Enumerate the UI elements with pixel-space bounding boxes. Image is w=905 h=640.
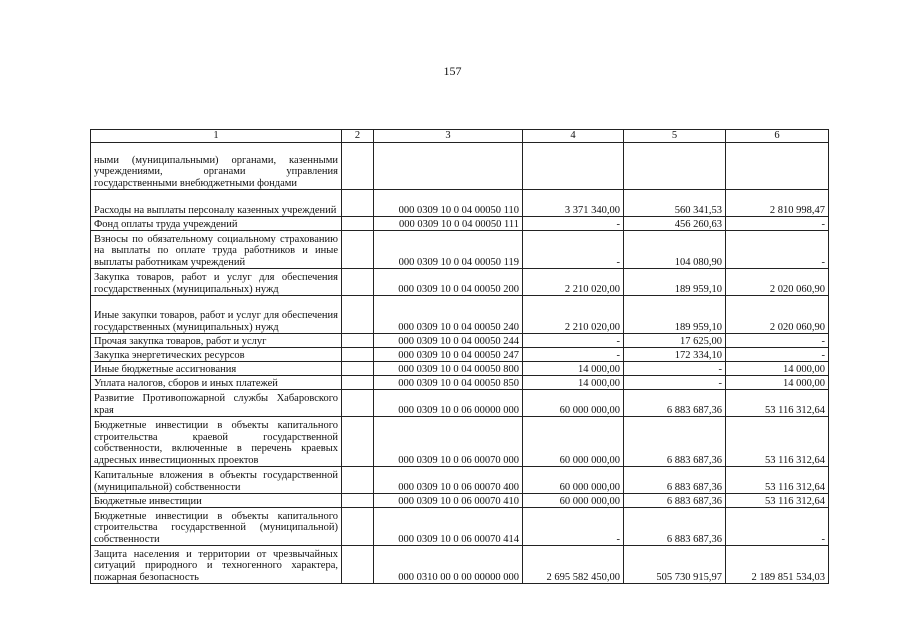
row-value-unexecuted: 53 116 312,64 (726, 467, 829, 494)
row-value-approved: - (523, 217, 624, 231)
row-value-approved: 2 695 582 450,00 (523, 546, 624, 584)
row-name: Бюджетные инвестиции в объекты капитального строительства государственной (муниципальной) собственности (91, 508, 342, 546)
budget-table (90, 129, 829, 584)
row-value-unexecuted: 2 810 998,47 (726, 190, 829, 217)
row-value-approved: 3 371 340,00 (523, 190, 624, 217)
row-name: Бюджетные инвестиции в объекты капитального строительства краевой государственной собственности, включенные в перечень краевых адресных инвестиционных проектов (91, 417, 342, 467)
row-name: Взносы по обязательному социальному страхованию на выплаты по оплате труда работников и иные выплаты работникам учреждений (91, 231, 342, 269)
table-row (91, 217, 829, 231)
row-code: 000 0309 10 0 06 00070 000 (374, 417, 523, 467)
table-row (91, 190, 829, 217)
table-row (91, 376, 829, 390)
row-col2 (342, 390, 374, 417)
row-name: Бюджетные инвестиции (91, 494, 342, 508)
row-code: 000 0309 10 0 04 00050 119 (374, 231, 523, 269)
row-value-unexecuted: 2 020 060,90 (726, 269, 829, 296)
row-value-executed: - (624, 362, 726, 376)
row-col2 (342, 376, 374, 390)
row-value-unexecuted: 2 189 851 534,03 (726, 546, 829, 584)
row-col2 (342, 190, 374, 217)
table-row (91, 362, 829, 376)
row-code: 000 0309 10 0 06 00070 400 (374, 467, 523, 494)
column-header: 4 (523, 130, 624, 143)
row-value-executed: 456 260,63 (624, 217, 726, 231)
row-value-approved: 60 000 000,00 (523, 417, 624, 467)
row-value-unexecuted: - (726, 348, 829, 362)
row-value-approved: - (523, 334, 624, 348)
row-col2 (342, 217, 374, 231)
row-value-executed: 6 883 687,36 (624, 494, 726, 508)
row-value-executed: 560 341,53 (624, 190, 726, 217)
row-code: 000 0309 10 0 04 00050 247 (374, 348, 523, 362)
table-row (91, 296, 829, 334)
row-name: Расходы на выплаты персоналу казенных учреждений (91, 190, 342, 217)
row-code (374, 143, 523, 190)
row-value-unexecuted (726, 143, 829, 190)
row-code: 000 0309 10 0 06 00000 000 (374, 390, 523, 417)
row-value-executed: 189 959,10 (624, 269, 726, 296)
row-name: Защита населения и территории от чрезвычайных ситуаций природного и техногенного характера, пожарная безопасность (91, 546, 342, 584)
row-value-unexecuted: 14 000,00 (726, 376, 829, 390)
row-value-approved: 60 000 000,00 (523, 390, 624, 417)
row-col2 (342, 143, 374, 190)
table-row (91, 143, 829, 190)
column-header: 6 (726, 130, 829, 143)
row-col2 (342, 269, 374, 296)
row-value-executed: 6 883 687,36 (624, 467, 726, 494)
row-name: Иные закупки товаров, работ и услуг для обеспечения государственных (муниципальных) нужд (91, 296, 342, 334)
row-value-unexecuted: 14 000,00 (726, 362, 829, 376)
row-code: 000 0309 10 0 04 00050 111 (374, 217, 523, 231)
row-value-executed: 189 959,10 (624, 296, 726, 334)
row-value-executed: 6 883 687,36 (624, 508, 726, 546)
table-row (91, 417, 829, 467)
table-row (91, 334, 829, 348)
row-col2 (342, 348, 374, 362)
row-col2 (342, 417, 374, 467)
row-code: 000 0309 10 0 04 00050 244 (374, 334, 523, 348)
table-row (91, 546, 829, 584)
row-code: 000 0309 10 0 04 00050 800 (374, 362, 523, 376)
table-row (91, 467, 829, 494)
row-value-executed: 172 334,10 (624, 348, 726, 362)
row-value-unexecuted: - (726, 231, 829, 269)
row-value-executed (624, 143, 726, 190)
row-code: 000 0309 10 0 04 00050 850 (374, 376, 523, 390)
header-row (91, 130, 829, 143)
row-value-approved: - (523, 231, 624, 269)
row-value-unexecuted: 53 116 312,64 (726, 494, 829, 508)
row-code: 000 0309 10 0 04 00050 110 (374, 190, 523, 217)
column-header: 3 (374, 130, 523, 143)
row-value-unexecuted: 53 116 312,64 (726, 390, 829, 417)
table-row (91, 269, 829, 296)
row-value-unexecuted: - (726, 217, 829, 231)
row-col2 (342, 334, 374, 348)
row-col2 (342, 231, 374, 269)
row-name: Капитальные вложения в объекты государственной (муниципальной) собственности (91, 467, 342, 494)
column-header: 1 (91, 130, 342, 143)
row-value-executed: 6 883 687,36 (624, 417, 726, 467)
table-row (91, 390, 829, 417)
row-value-approved: 60 000 000,00 (523, 494, 624, 508)
row-value-unexecuted: 2 020 060,90 (726, 296, 829, 334)
row-value-unexecuted: - (726, 334, 829, 348)
row-value-approved: 2 210 020,00 (523, 296, 624, 334)
row-value-executed: 6 883 687,36 (624, 390, 726, 417)
row-code: 000 0310 00 0 00 00000 000 (374, 546, 523, 584)
row-value-approved (523, 143, 624, 190)
row-value-executed: 17 625,00 (624, 334, 726, 348)
row-code: 000 0309 10 0 04 00050 200 (374, 269, 523, 296)
row-col2 (342, 546, 374, 584)
row-value-approved: 14 000,00 (523, 362, 624, 376)
row-name: Развитие Противопожарной службы Хабаровского края (91, 390, 342, 417)
row-value-approved: - (523, 348, 624, 362)
row-name: ными (муниципальными) органами, казенными учреждениями, органами управления государственными внебюджетными фондами (91, 143, 342, 190)
row-name: Фонд оплаты труда учреждений (91, 217, 342, 231)
column-header: 2 (342, 130, 374, 143)
row-code: 000 0309 10 0 04 00050 240 (374, 296, 523, 334)
row-name: Уплата налогов, сборов и иных платежей (91, 376, 342, 390)
table-row (91, 494, 829, 508)
row-col2 (342, 467, 374, 494)
row-name: Закупка товаров, работ и услуг для обеспечения государственных (муниципальных) нужд (91, 269, 342, 296)
table-row (91, 231, 829, 269)
row-value-executed: - (624, 376, 726, 390)
row-value-executed: 104 080,90 (624, 231, 726, 269)
table-row (91, 348, 829, 362)
row-value-approved: 2 210 020,00 (523, 269, 624, 296)
row-col2 (342, 508, 374, 546)
row-value-approved: - (523, 508, 624, 546)
row-value-unexecuted: - (726, 508, 829, 546)
row-code: 000 0309 10 0 06 00070 414 (374, 508, 523, 546)
row-col2 (342, 494, 374, 508)
row-value-executed: 505 730 915,97 (624, 546, 726, 584)
row-value-approved: 60 000 000,00 (523, 467, 624, 494)
row-code: 000 0309 10 0 06 00070 410 (374, 494, 523, 508)
column-header: 5 (624, 130, 726, 143)
page-number: 157 (443, 64, 462, 78)
row-name: Прочая закупка товаров, работ и услуг (91, 334, 342, 348)
row-value-unexecuted: 53 116 312,64 (726, 417, 829, 467)
row-name: Закупка энергетических ресурсов (91, 348, 342, 362)
row-col2 (342, 362, 374, 376)
row-col2 (342, 296, 374, 334)
table-row (91, 508, 829, 546)
row-value-approved: 14 000,00 (523, 376, 624, 390)
row-name: Иные бюджетные ассигнования (91, 362, 342, 376)
